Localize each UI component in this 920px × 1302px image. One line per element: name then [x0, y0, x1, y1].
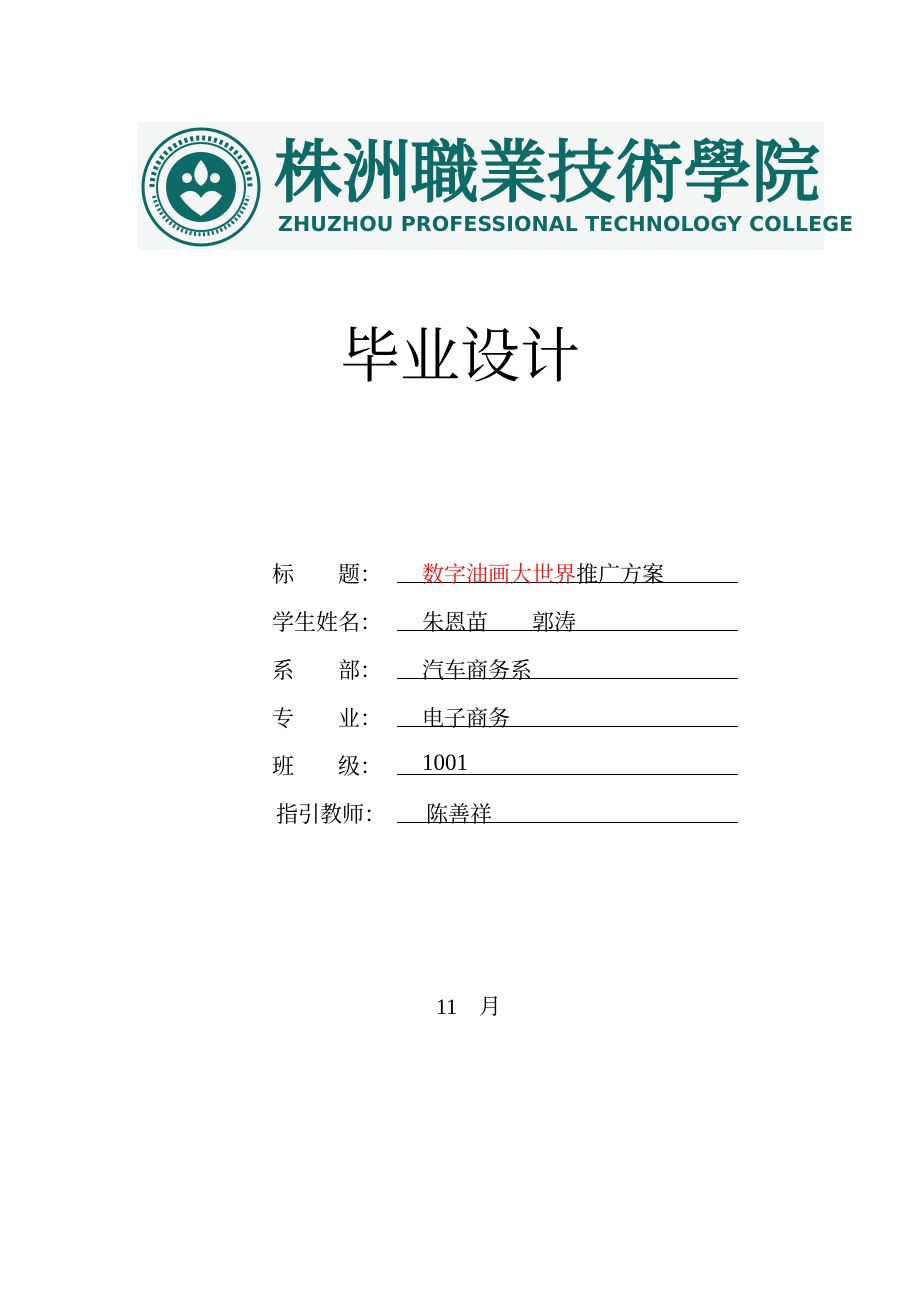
- advisor-label: 指引教师：: [276, 803, 387, 828]
- name-label: 学生姓名：: [272, 611, 383, 636]
- title-value: [422, 558, 664, 589]
- info-row-title: [272, 552, 742, 600]
- document-title: 毕业设计: [340, 322, 580, 392]
- title-value-rest: 推广方案: [576, 563, 665, 588]
- class-value: 1001: [422, 750, 468, 775]
- info-row-advisor: [272, 792, 742, 840]
- department-value: 汽车商务系: [422, 659, 533, 684]
- info-row-class: [272, 744, 742, 792]
- info-row-department: [272, 648, 742, 696]
- info-row-major: [272, 696, 742, 744]
- college-header-banner: [138, 122, 854, 250]
- svg-text:株洲職業技術學院: 株洲職業技術學院: [274, 133, 820, 210]
- name-value: 朱恩苗 郭涛: [422, 611, 577, 636]
- major-value: 电子商务: [422, 707, 511, 732]
- title-value-highlight: 数字油画大世界: [422, 563, 577, 588]
- submission-date: 11 月: [436, 994, 502, 1019]
- cover-info-table: [272, 552, 742, 840]
- college-seal-icon: [140, 126, 262, 248]
- college-name-cn: [274, 130, 820, 210]
- title-label: 标 题：: [272, 563, 383, 588]
- advisor-value: 陈善祥: [426, 803, 493, 828]
- major-label: 专 业：: [272, 707, 383, 732]
- class-label: 班 级：: [272, 755, 383, 780]
- department-label: 系 部：: [272, 659, 383, 684]
- info-row-name: [272, 600, 742, 648]
- college-name-en: ZHUZHOU PROFESSIONAL TECHNOLOGY COLLEGE: [278, 212, 854, 236]
